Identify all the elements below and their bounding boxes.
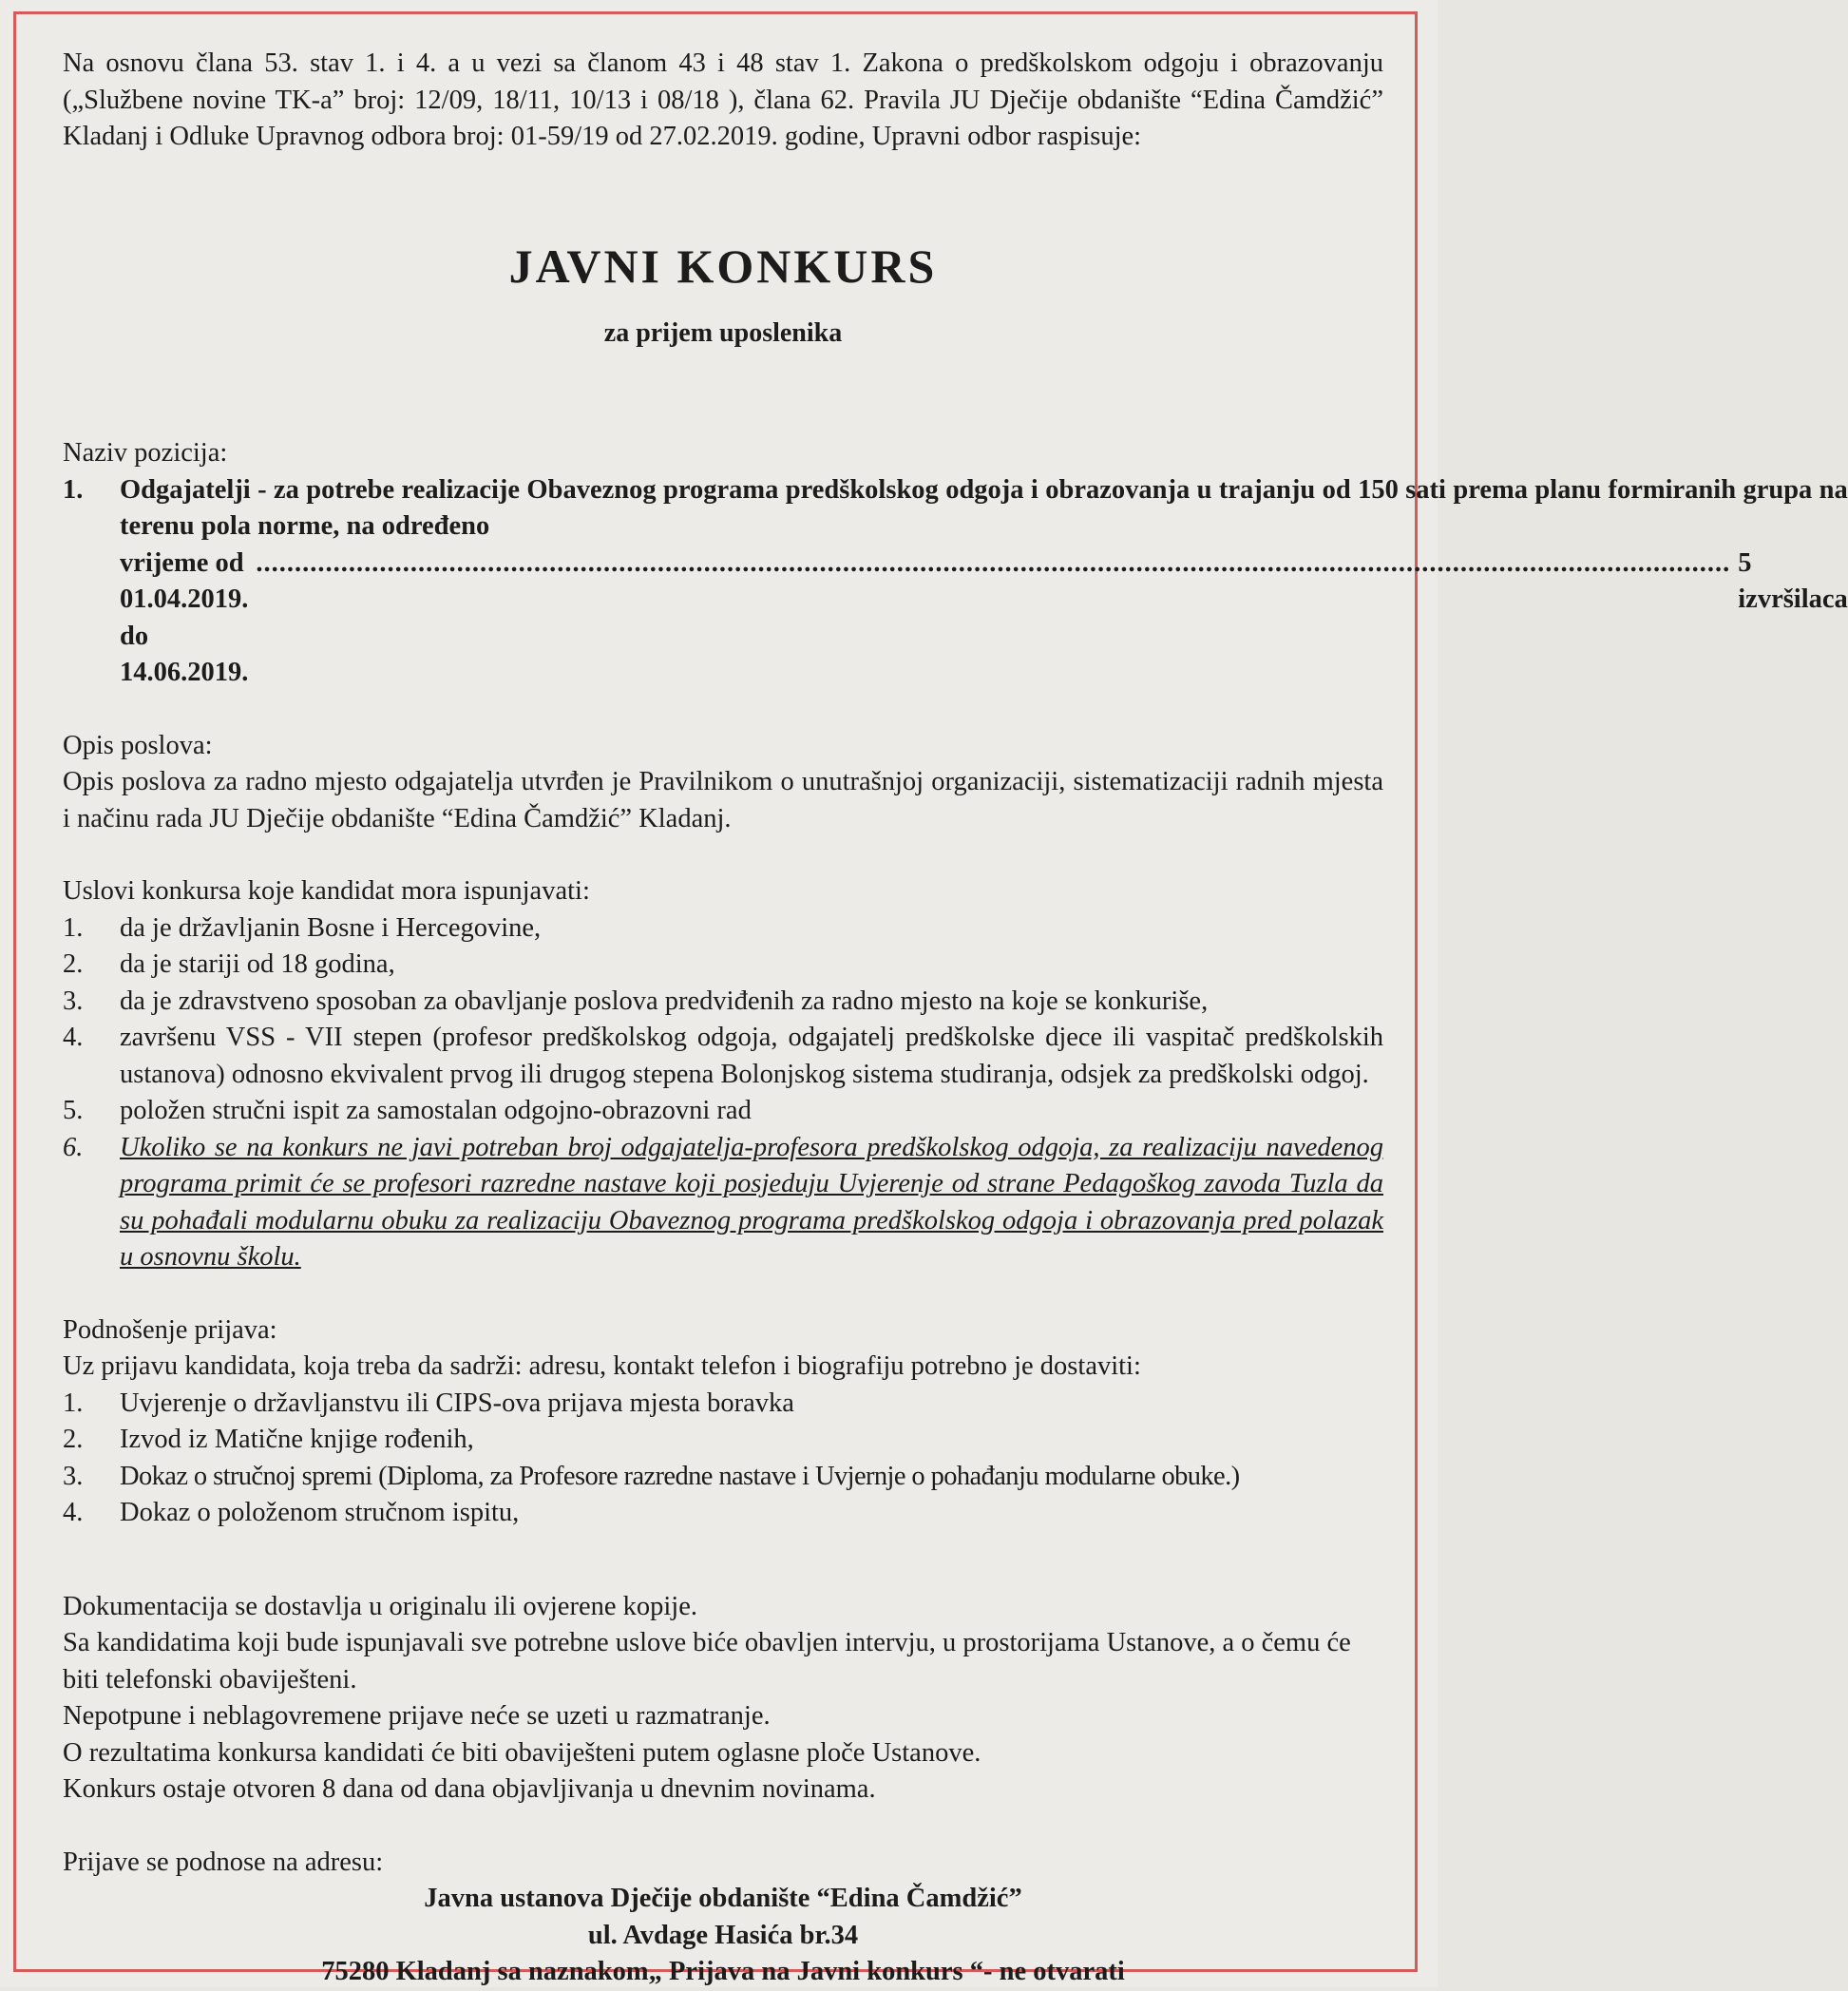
- list-text: Uvjerenje o državljanstvu ili CIPS-ova prijava mjesta boravka: [120, 1388, 794, 1418]
- submission-intro: Uz prijavu kandidata, koja treba da sadrži: adresu, kontakt telefon i biografiju potrebno je dostaviti:: [63, 1351, 1141, 1381]
- note-line: O rezultatima konkursa kandidati će biti obaviješteni putem oglasne ploče Ustanove.: [63, 1737, 981, 1768]
- list-number: 6.: [63, 1132, 84, 1162]
- address-line-1: Javna ustanova Dječije obdanište “Edina Čamdžić”: [424, 1884, 1022, 1913]
- leader-dots: [256, 546, 1730, 583]
- position-number: 1.: [63, 474, 84, 505]
- page-subtitle: za prijem uposlenika: [603, 317, 843, 348]
- list-text: Dokaz o položenom stručnom ispitu,: [120, 1498, 520, 1527]
- list-item: [63, 1386, 1383, 1423]
- list-item: [63, 1020, 1383, 1093]
- address-line-2: ul. Avdage Hasića br.34: [587, 1920, 859, 1950]
- position-count: 5 izvršilaca: [1738, 547, 1848, 614]
- position-period: vrijeme od 01.04.2019. do 14.06.2019.: [120, 547, 249, 687]
- list-text: da je zdravstveno sposoban za obavljanje poslova predviđenih za radno mjesto na koje se konkuriše,: [120, 986, 1209, 1016]
- list-number: 4.: [63, 1023, 84, 1052]
- duties-label: Opis poslova:: [63, 730, 213, 760]
- list-number: 3.: [63, 986, 84, 1016]
- list-item: [63, 1093, 1383, 1130]
- notes-block: [63, 1589, 1383, 1809]
- list-text: Izvod iz Matične knjige rođenih,: [120, 1425, 474, 1454]
- intro-paragraph: Na osnovu člana 53. stav 1. i 4. a u vezi sa članom 43 i 48 stav 1. Zakona o predškolskom odgoju i obrazovanju („Službene novine TK-a” broj: 12/09, 18/11, 10/13 i 08/18 ), člana 62. Pravila JU Dječije obdanište “Edina Čamdžić” Kladanj i Odluke Upravnog odbora broj: 01-59/19 od 27.02.2019. godine, Upravni odbor raspisuje:: [63, 48, 1383, 151]
- list-item: [63, 1495, 1383, 1532]
- note-line: Sa kandidatima koji bude ispunjavali sve potrebne uslove biće obavljen intervju, u prostorijama Ustanove, a o čemu će biti telefonski obaviješteni.: [63, 1628, 1351, 1694]
- list-number: 2.: [63, 1425, 84, 1454]
- list-number: 1.: [63, 912, 84, 943]
- list-text: završenu VSS - VII stepen (profesor predškolskog odgoja, odgajatelj predškolske djece ili vaspitač predškolskih ustanova) odnosno ekvivalent prvog ili drugog stepena Bolonjskog sistema studiranja, odsjek za predškolski odgoj.: [120, 1023, 1383, 1089]
- list-item: [63, 1130, 1383, 1276]
- position-text: Odgajatelji - za potrebe realizacije Obaveznog programa predškolskog odgoja i obrazovanja u trajanju od 150 sati prema planu formiranih grupa na terenu pola norme, na određeno: [120, 474, 1848, 541]
- list-text: Dokaz o stručnoj spremi (Diploma, za Profesore razredne nastave i Uvjernje o pohađanju modularne obuke.): [120, 1461, 1240, 1491]
- list-number: 5.: [63, 1096, 84, 1125]
- page-title: JAVNI KONKURS: [508, 239, 938, 293]
- address-line-3: 75280 Kladanj sa naznakom„ Prijava na Javni konkurs “- ne otvarati: [321, 1957, 1125, 1986]
- list-number: 3.: [63, 1461, 84, 1491]
- note-line: Dokumentacija se dostavlja u originalu ili ovjerene kopije.: [63, 1591, 697, 1621]
- submission-list: [63, 1386, 1383, 1532]
- list-number: 2.: [63, 949, 84, 979]
- positions-label: Naziv pozicija:: [63, 438, 228, 468]
- conditions-label: Uslovi konkursa koje kandidat mora ispunjavati:: [63, 876, 590, 906]
- submission-label: Podnošenje prijava:: [63, 1314, 277, 1345]
- list-text: da je državljanin Bosne i Hercegovine,: [120, 912, 542, 943]
- note-line: Konkurs ostaje otvoren 8 dana od dana objavljivanja u dnevnim novinama.: [63, 1774, 876, 1804]
- duties-text: Opis poslova za radno mjesto odgajatelja utvrđen je Pravilnikom o unutrašnjoj organizaciji, sistematizaciji radnih mjesta i načinu rada JU Dječije obdanište “Edina Čamdžić” Kladanj.: [63, 767, 1383, 833]
- list-item: [63, 1422, 1383, 1459]
- announcement: [63, 46, 1848, 1991]
- list-item: [63, 984, 1383, 1021]
- list-number: 4.: [63, 1498, 84, 1527]
- list-item: [63, 947, 1383, 984]
- address-label: Prijave se podnose na adresu:: [63, 1847, 384, 1877]
- list-item: [63, 910, 1383, 948]
- list-text: položen stručni ispit za samostalan odgojno-obrazovni rad: [120, 1096, 752, 1125]
- list-item: [63, 1459, 1383, 1496]
- list-text: da je stariji od 18 godina,: [120, 949, 395, 979]
- conditions-list: [63, 910, 1383, 1276]
- note-line: Nepotpune i neblagovremene prijave neće se uzeti u razmatranje.: [63, 1701, 771, 1731]
- position-item: [63, 472, 1848, 692]
- list-number: 1.: [63, 1388, 84, 1418]
- list-text-handwritten-underlined: Ukoliko se na konkurs ne javi potreban broj odgajatelja-profesora predškolskog odgoja, za realizaciju navedenog programa primit će se profesori razredne nastave koji posjeduju Uvjerenje od strane Pedagoškog zavoda Tuzla da su pohađali modularnu obuku za realizaciju Obaveznog programa predškolskog odgoja i obrazovanja pred polazak u osnovnu školu.: [120, 1132, 1383, 1272]
